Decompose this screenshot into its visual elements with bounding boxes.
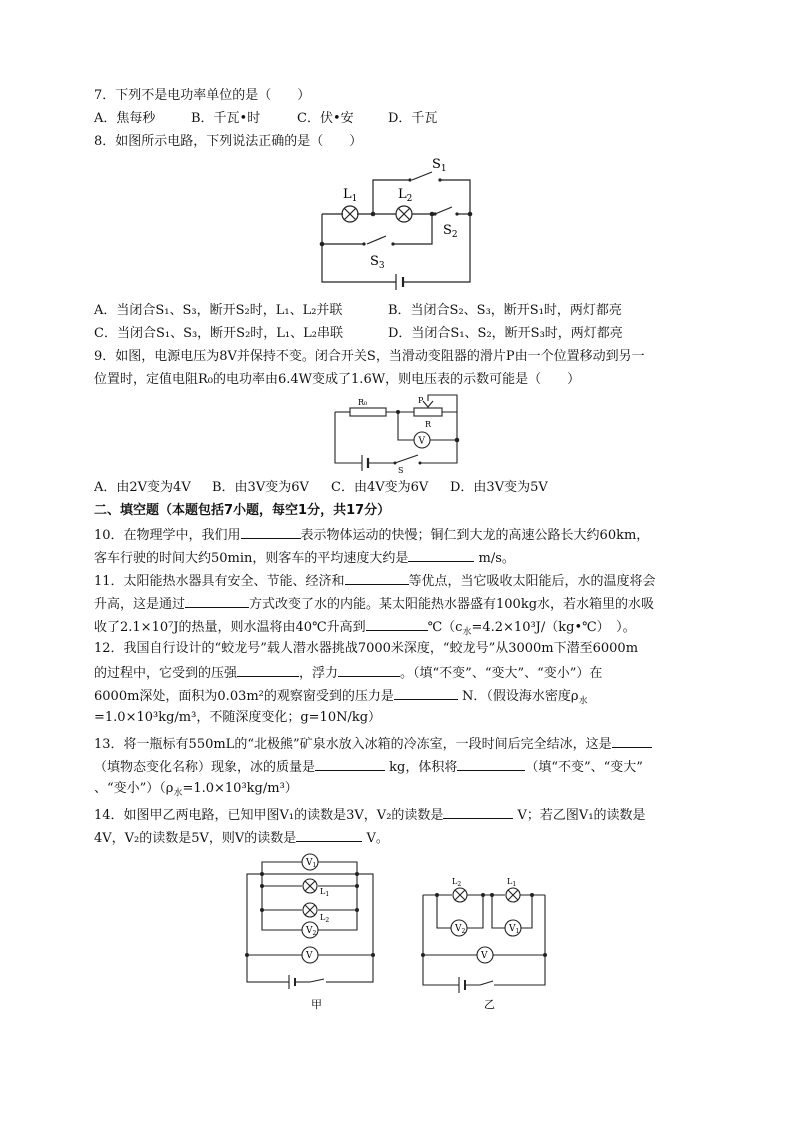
q7-option-a: A．焦每秒 <box>94 111 156 126</box>
section-2-heading: 二、填空题（本题包括7小题，每空1分，共17分） <box>94 503 391 518</box>
q9-stem-line1: 9．如图，电源电压为8V并保持不变。闭合开关S，当滑动变阻器的滑片P由一个位置移动到另一 <box>94 349 645 364</box>
yi-v2-label: $V_2$ <box>455 924 466 935</box>
q7-stem: 7．下列不是电功率单位的是（ ） <box>94 88 311 103</box>
label-s2: $S_2$ <box>443 223 458 240</box>
q14-line2: 4V，V₂的读数是5V，则V的读数是 V。 <box>94 828 389 848</box>
q12-line1: 12．我国自行设计的“蛟龙号”载人潜水器挑战7000米深度，“蛟龙号”从3000m下潜至6000m <box>94 641 639 656</box>
label-l2: $L_2$ <box>398 187 413 204</box>
label-s3: $S_3$ <box>370 254 385 271</box>
q8-option-b: B．当闭合S₂、S₃，断开S₁时，两灯都亮 <box>388 303 622 318</box>
yi-l1-label: $L_1$ <box>507 877 517 888</box>
yi-v1-label: $V_1$ <box>509 924 520 935</box>
q7-option-c: C．伏•安 <box>297 111 354 126</box>
q7-option-b: B．千瓦•时 <box>191 111 261 126</box>
label-r: R <box>425 420 432 429</box>
q9-option-b: B．由3V变为6V <box>212 480 309 495</box>
q11-line2: 升高，这是通过 方式改变了水的内能。某太阳能热水器盛有100kg水，若水箱里的水吸 <box>94 594 654 614</box>
jia-v2-label: $V_2$ <box>306 926 317 937</box>
q11-line1: 11．太阳能热水器具有安全、节能、经济和 等优点，当它吸收太阳能后，水的温度将会 <box>94 571 656 591</box>
label-v: V <box>418 436 425 447</box>
q9-stem-line2: 位置时，定值电阻R₀的电功率由6.4W变成了1.6W，则电压表的示数可能是（ ） <box>94 372 581 387</box>
q13-line1: 13．将一瓶标有550mL的“北极熊”矿泉水放入冰箱的冷冻室，一段时间后完全结冰，这是 <box>94 734 652 754</box>
q12-line3: 6000m深处，面积为0.03m²的观察窗受到的压力是 N．（假设海水密度$\rho_水$ <box>94 686 588 706</box>
jia-v1-label: $V_1$ <box>306 858 317 869</box>
q14-line1: 14．如图甲乙两电路，已知甲图V₁的读数是3V，V₂的读数是 V；若乙图V₁的读数是 <box>94 805 646 825</box>
q8-option-d: D．当闭合S₁、S₂，断开S₃时，两灯都亮 <box>388 326 623 341</box>
jia-l2-label: $L_2$ <box>320 913 330 924</box>
label-s1: $S_1$ <box>432 157 447 174</box>
q12-line2: 的过程中，它受到的压强 ，浮力 。（填“不变”、“变大”、“变小”）在 <box>94 663 602 683</box>
jia-v-label: V <box>306 951 313 961</box>
label-p: P <box>418 396 424 405</box>
q8-stem: 8．如图所示电路，下列说法正确的是（ ） <box>94 134 363 149</box>
q8-option-a: A．当闭合S₁、S₃，断开S₂时，L₁、L₂并联 <box>94 303 343 318</box>
yi-l2-label: $L_2$ <box>452 877 462 888</box>
yi-v-label: V <box>481 951 488 961</box>
figure-caption-yi: 乙 <box>484 998 495 1011</box>
label-l1: $L_1$ <box>343 187 358 204</box>
q12-line4: =1.0×10³kg/m³，不随深度变化；g=10N/kg） <box>94 710 382 725</box>
jia-l1-label: $L_1$ <box>320 887 330 898</box>
q13-line2: （填物态变化名称）现象，冰的质量是 kg，体积将 （填“不变”、“变大” <box>94 757 643 777</box>
q11-line3: 收了2.1×10⁷J的热量，则水温将由40℃升高到 $℃(c_水=4.2\times 10^3J/(kg•℃)$ ）。 <box>94 617 636 637</box>
label-s: S <box>398 466 404 475</box>
q9-option-a: A．由2V变为4V <box>94 480 191 495</box>
q13-line3: 、“变小$”)(\rho_水=1.0\times 10^3kg/m^3)$ <box>94 781 298 799</box>
q10-line1: 10．在物理学中，我们用 表示物体运动的快慢；铜仁到大龙的高速公路长大约60km， <box>94 525 649 545</box>
q8-option-c: C．当闭合S₁、S₃，断开S₂时，L₁、L₂串联 <box>94 326 343 341</box>
q10-line2: 客车行驶的时间大约50min，则客车的平均速度大约是 m/s。 <box>94 548 515 568</box>
q9-option-c: C．由4V变为6V <box>331 480 429 495</box>
q7-option-d: D．千瓦 <box>388 111 438 126</box>
figure-caption-jia: 甲 <box>311 998 322 1011</box>
label-r0: R₀ <box>358 398 368 407</box>
q9-option-d: D．由3V变为5V <box>450 480 548 495</box>
